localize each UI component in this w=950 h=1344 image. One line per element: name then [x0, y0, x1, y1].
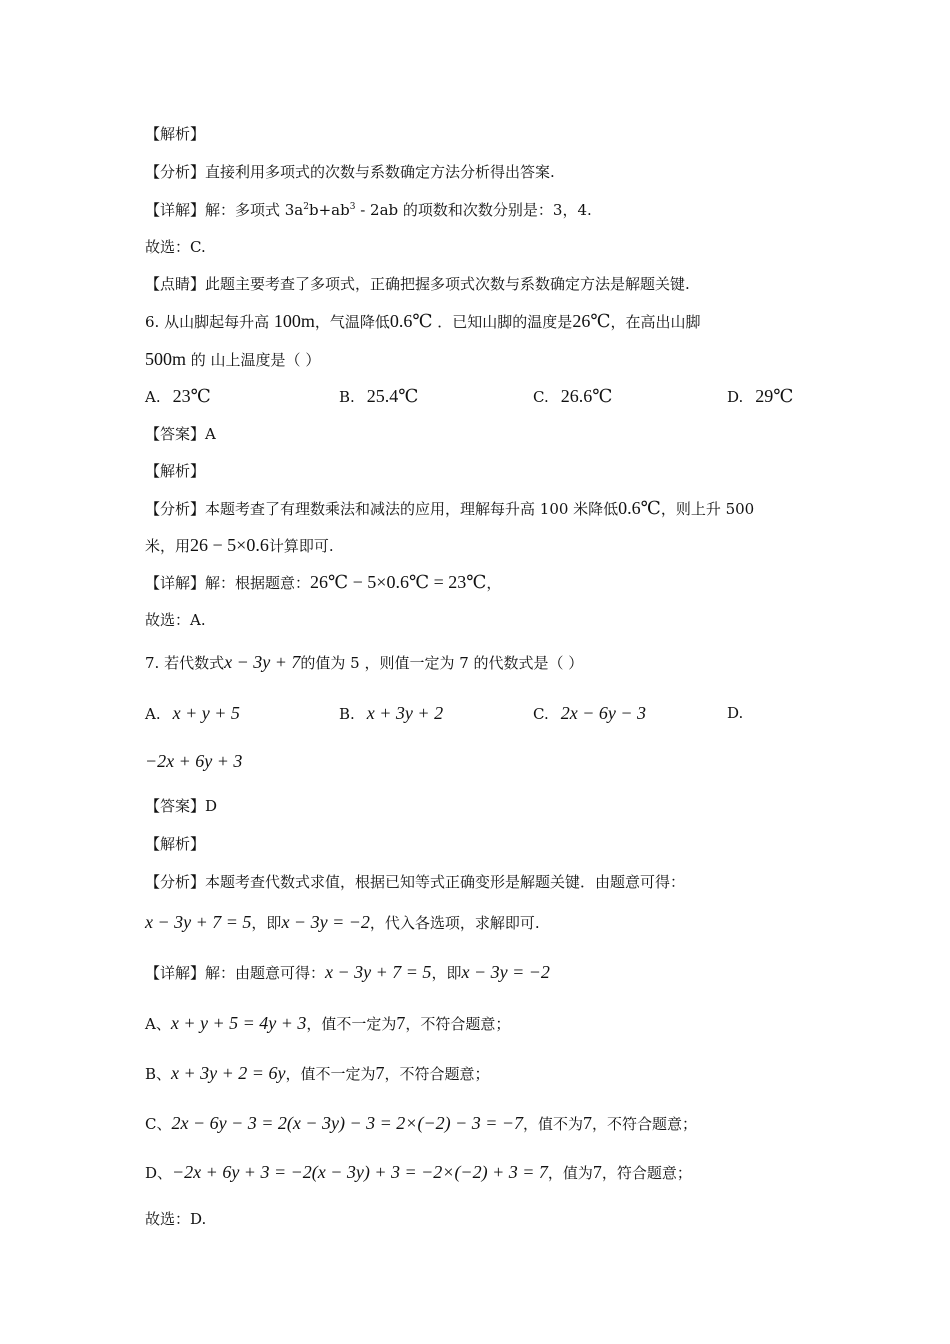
q6-xiangjie: 【详解】解：根据题意：26℃ − 5×0.6℃ = 23℃，: [145, 572, 502, 592]
q5-dianjing: 【点睛】此题主要考查了多项式，正确把握多项式次数与系数确定方法是解题关键.: [145, 275, 690, 293]
q6-jiexi: 【解析】: [145, 462, 206, 480]
q6-option-b: B. 25.4℃: [339, 386, 419, 406]
q6-stem-line1: 6. 从山脚起每升高 100m，气温降低0.6℃ ．已知山脚的温度是26℃，在高出山脚: [145, 311, 701, 331]
q5-jiexi: 【解析】: [145, 125, 206, 143]
q6-fenxi-line1: 【分析】本题考查了有理数乘法和减法的应用，理解每升高 100 米降低0.6℃，则上升 500: [145, 498, 755, 518]
q6-fenxi-line2: 米，用26 − 5×0.6计算即可.: [145, 535, 334, 555]
q7-option-a: A. x + y + 5: [145, 703, 240, 723]
q7-option-d-value: −2x + 6y + 3: [145, 751, 243, 771]
q5-fenxi: 【分析】直接利用多项式的次数与系数确定方法分析得出答案.: [145, 163, 555, 181]
q7-option-d: D.: [727, 704, 744, 722]
q5-guxuan: 故选：C.: [145, 238, 206, 256]
q6-stem-line2: 500m 的 山上温度是（ ）: [145, 349, 321, 369]
q6-option-a: A. 23℃: [145, 386, 211, 406]
q5-xiangjie: 【详解】解：多项式 $3a^2b+ab^3 - 2ab$ 的项数和次数分别是：3，4.: [145, 201, 592, 219]
q7-guxuan: 故选：D.: [145, 1210, 207, 1228]
q7-xiangjie: 【详解】解：由题意可得：x − 3y + 7 = 5，即x − 3y = −2: [145, 962, 550, 982]
q7-step-a: A、x + y + 5 = 4y + 3，值不一定为7，不符合题意；: [145, 1013, 511, 1033]
q6-guxuan: 故选：A.: [145, 611, 206, 629]
q7-fenxi-line2: x − 3y + 7 = 5，即x − 3y = −2，代入各选项，求解即可.: [145, 912, 540, 932]
q6-option-d: D. 29℃: [727, 386, 794, 406]
q7-step-d: D、−2x + 6y + 3 = −2(x − 3y) + 3 = −2×(−2) + 3 = 7，值为7，符合题意；: [145, 1162, 692, 1182]
q7-step-b: B、x + 3y + 2 = 6y，值不一定为7，不符合题意；: [145, 1063, 490, 1083]
q7-stem: 7. 若代数式x − 3y + 7的值为 5 ，则值一定为 7 的代数式是（ ）: [145, 652, 584, 672]
q7-jiexi: 【解析】: [145, 835, 206, 853]
q7-answer: 【答案】D: [145, 797, 218, 815]
q6-answer: 【答案】A: [145, 425, 216, 443]
q6-option-c: C. 26.6℃: [533, 386, 613, 406]
q7-option-b: B. x + 3y + 2: [339, 703, 444, 723]
q7-step-c: C、2x − 6y − 3 = 2(x − 3y) − 3 = 2×(−2) − 3 = −7，值不为7，不符合题意；: [145, 1113, 698, 1133]
q7-option-c: C. 2x − 6y − 3: [533, 703, 646, 723]
q7-fenxi: 【分析】本题考查代数式求值，根据已知等式正确变形是解题关键．由题意可得：: [145, 873, 686, 891]
